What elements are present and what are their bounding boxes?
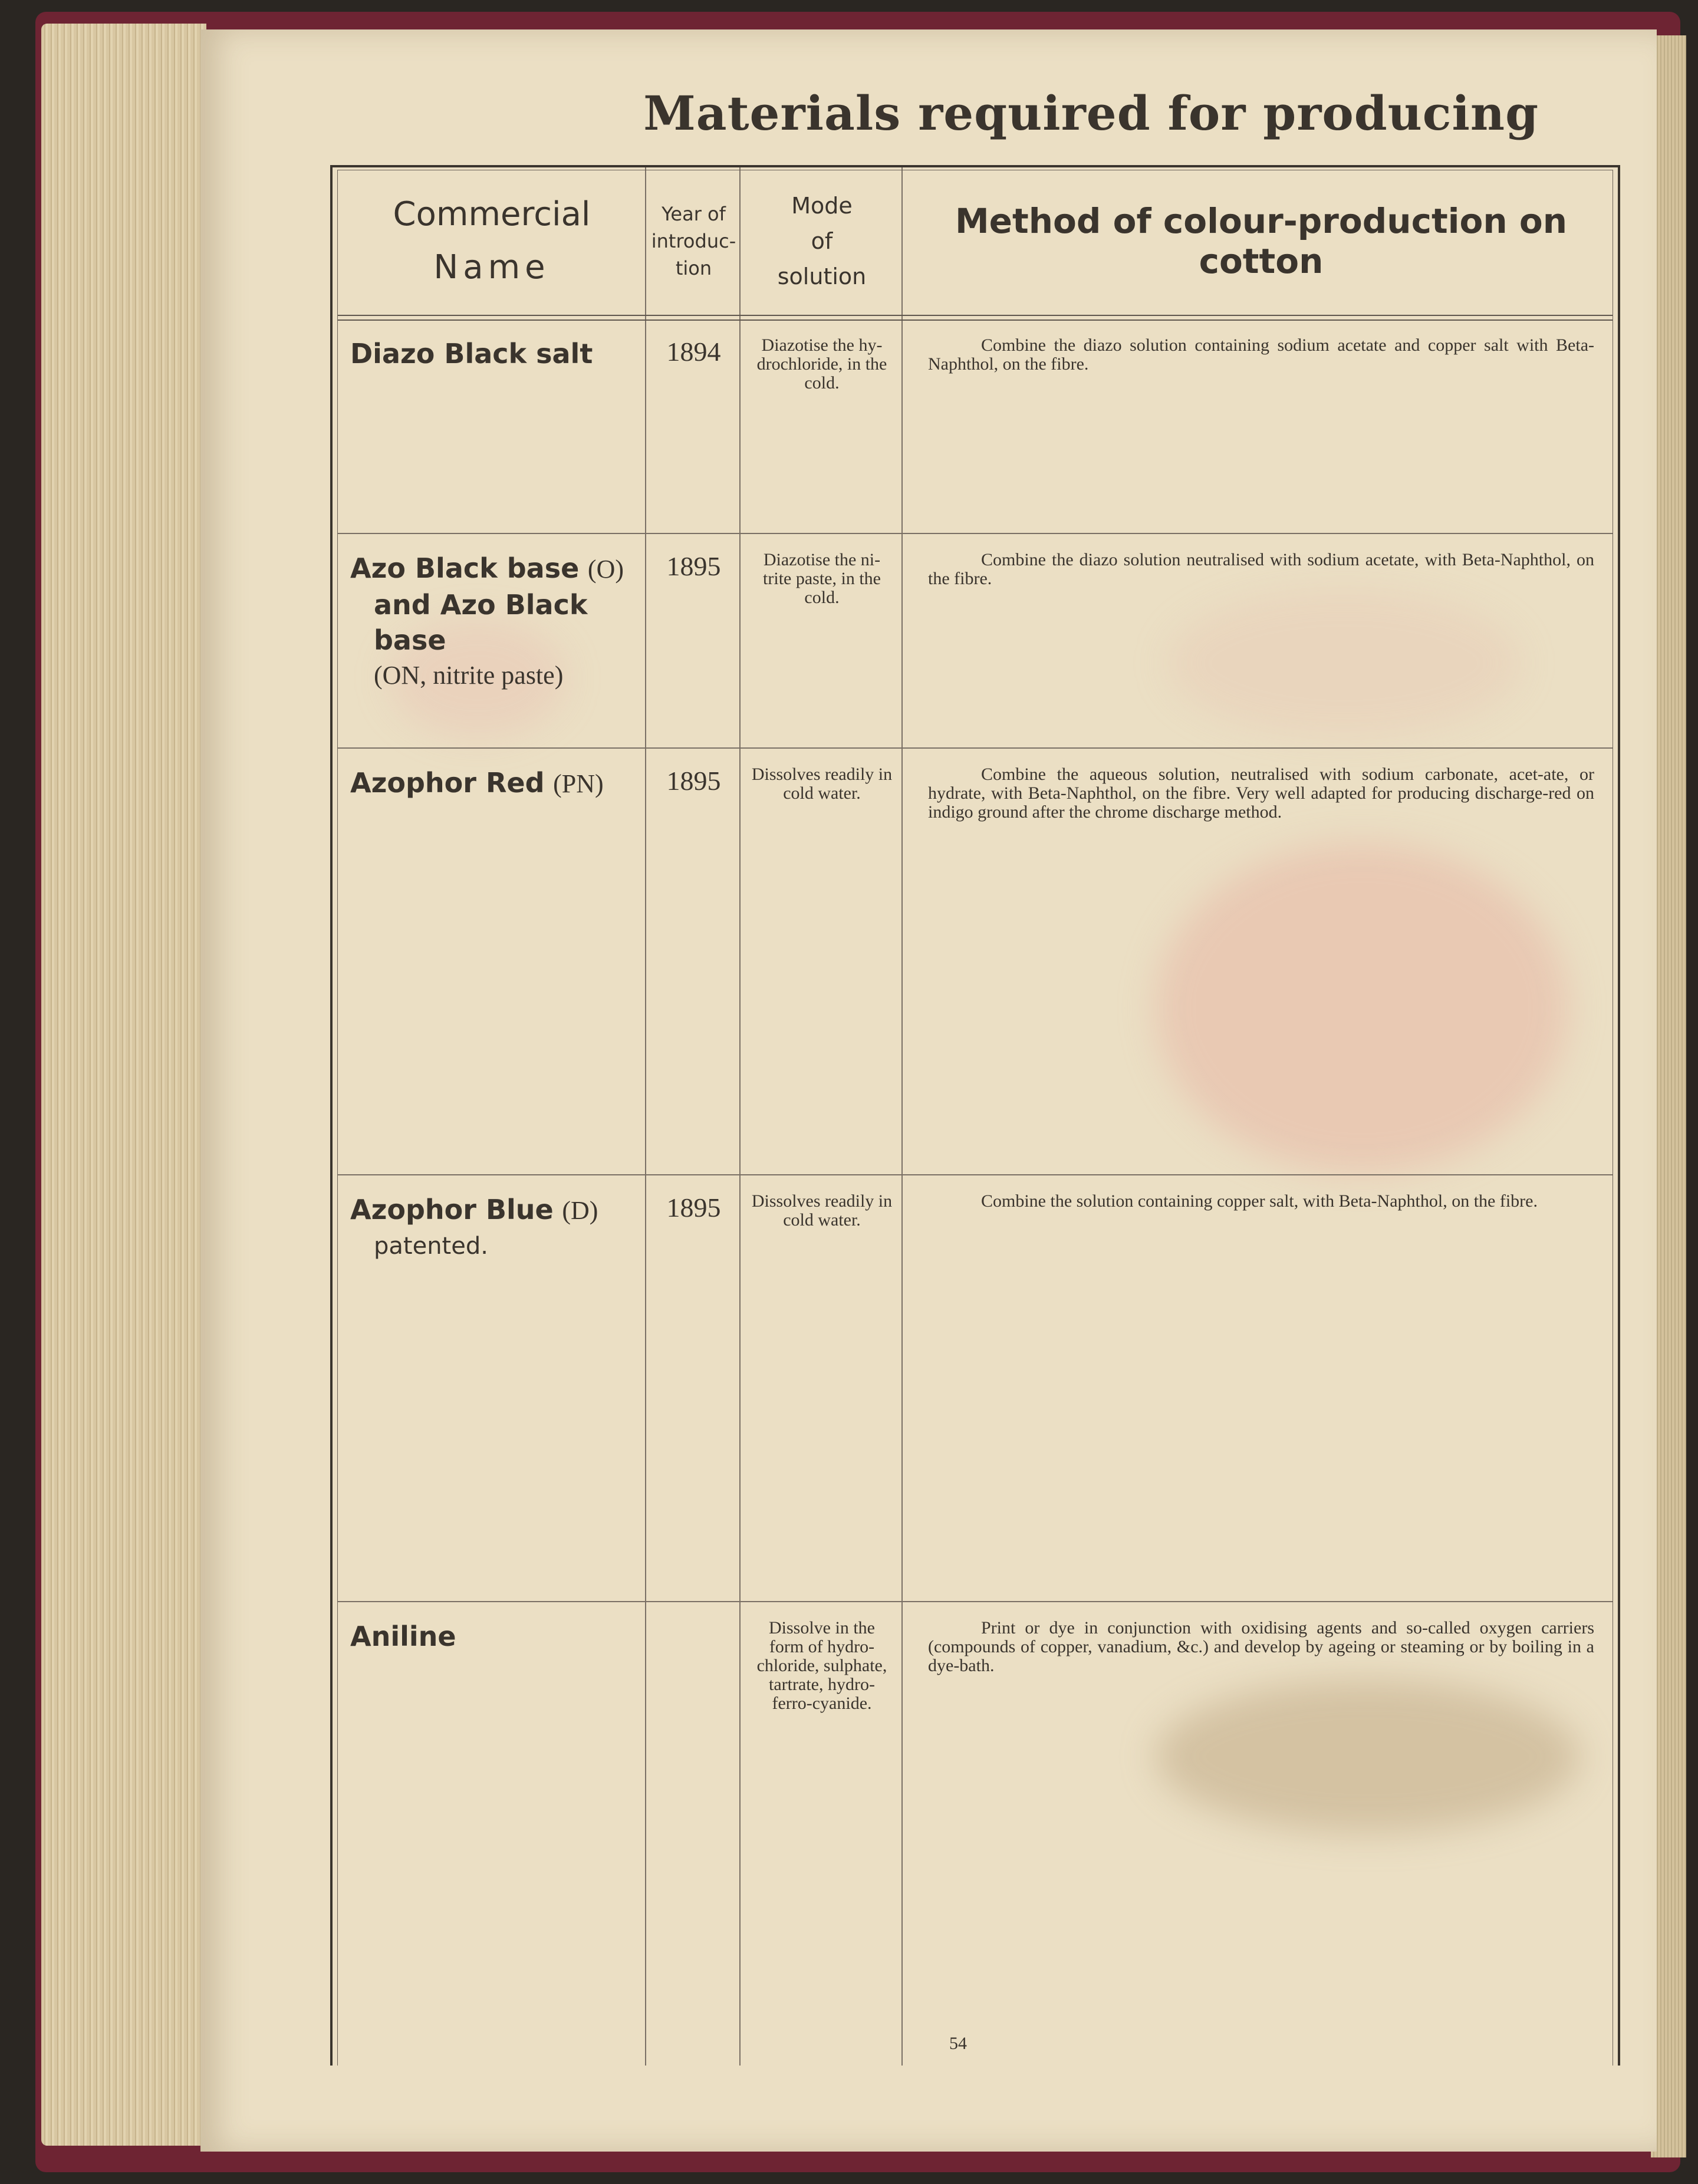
book-page — [200, 29, 1657, 2152]
header-name-line2: Name — [433, 248, 550, 286]
mode-cell: Dissolve in the form of hydro-chloride, sulphate, tartrate, hydro-ferro-cyanide. — [756, 1618, 887, 1713]
commercial-name-cell — [350, 1619, 645, 1654]
year-cell: 1895 — [666, 551, 721, 581]
header-mode-line1: Mode — [791, 193, 853, 219]
commercial-name: Azophor Red — [350, 767, 545, 799]
method-cell: Combine the diazo solution containing sodium acetate and copper salt with Beta-Naphthol, on the fibre. — [928, 335, 1594, 374]
table-row — [333, 749, 1618, 1174]
commercial-name: Azo Black base — [350, 552, 580, 584]
mode-cell: Dissolves readily in cold water. — [751, 1191, 893, 1230]
year-cell: 1895 — [666, 766, 721, 796]
commercial-name: Diazo Black salt — [350, 338, 593, 370]
commercial-name-line2: patented. — [374, 1233, 488, 1260]
table-row — [333, 534, 1618, 747]
header-year-line3: tion — [675, 257, 712, 279]
header-commercial-name — [338, 167, 645, 315]
page-stack-edge — [41, 24, 206, 2146]
table-row — [333, 319, 1618, 533]
method-cell: Print or dye in conjunction with oxidising agents and so-called oxygen carriers (compounds of copper, vanadium, &c.) and develop by ageing or steaming or by boiling in a dye-bath. — [928, 1618, 1594, 1675]
year-cell: 1895 — [666, 1193, 721, 1223]
header-year-line1: Year of — [662, 203, 726, 225]
method-cell: Combine the aqueous solution, neutralised with sodium carbonate, acet-ate, or hydrate, with Beta-Naphthol, on the fibre. Very well adapted for producing discharge-red on indigo ground after the chrome discharge method. — [928, 765, 1594, 822]
header-year-line2: introduc- — [651, 230, 736, 252]
table-row — [333, 1602, 1618, 2062]
materials-table — [330, 165, 1620, 2066]
header-mode-line2: of — [811, 228, 833, 254]
header-mode-of-solution — [742, 167, 901, 315]
mode-cell: Diazotise the ni-trite paste, in the cold. — [763, 550, 881, 607]
year-cell: 1894 — [666, 337, 721, 367]
page-number: 54 — [949, 2034, 967, 2053]
name-suffix: (O) — [587, 555, 624, 584]
header-mode-line3: solution — [777, 263, 867, 289]
commercial-name-cell — [350, 765, 645, 802]
mode-cell: Diazotise the hy-drochloride, in the cold. — [756, 335, 887, 393]
header-method: Method of colour-production on cotton — [955, 201, 1568, 281]
header-name-line1: Commercial — [393, 195, 591, 233]
table-row — [333, 1175, 1618, 1601]
method-cell: Combine the diazo solution neutralised with sodium acetate, with Beta-Naphthol, on the fibre. — [928, 550, 1594, 588]
name-suffix: (D) — [562, 1196, 598, 1225]
commercial-name: Aniline — [350, 1620, 456, 1652]
page-title: Materials required for producing — [643, 85, 1539, 141]
commercial-name-cell — [350, 1192, 645, 1264]
mode-cell: Dissolves readily in cold water. — [751, 765, 893, 803]
method-cell: Combine the solution containing copper salt, with Beta-Naphthol, on the fibre. — [981, 1191, 1538, 1211]
commercial-name-line2: and Azo Black base — [374, 589, 588, 656]
commercial-name-cell — [350, 336, 645, 371]
commercial-name-line3: (ON, nitrite paste) — [374, 661, 564, 690]
name-suffix: (PN) — [553, 769, 604, 798]
header-year-of-introduction — [648, 167, 739, 315]
commercial-name: Azophor Blue — [350, 1194, 554, 1226]
commercial-name-cell — [350, 551, 645, 693]
